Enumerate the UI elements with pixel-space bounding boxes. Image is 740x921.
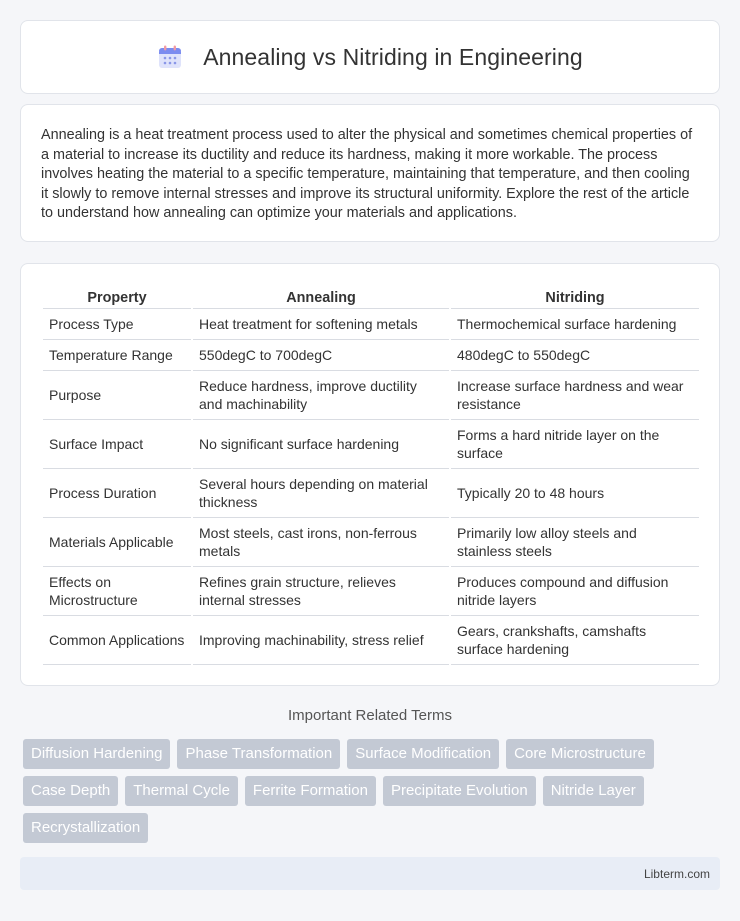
table-row xyxy=(43,371,699,420)
term-tag[interactable]: Nitride Layer xyxy=(543,776,644,806)
header-card xyxy=(20,20,720,94)
intro-card xyxy=(20,104,720,242)
table-row xyxy=(43,340,699,371)
header-annealing: Annealing xyxy=(193,288,449,309)
header-nitriding: Nitriding xyxy=(451,288,699,309)
term-tag[interactable]: Phase Transformation xyxy=(177,739,340,769)
related-terms-title: Important Related Terms xyxy=(288,707,452,724)
footer-site-link[interactable]: Libterm.com xyxy=(643,866,710,881)
related-terms-list xyxy=(23,739,723,843)
row-annealing: Reduce hardness, improve ductility and machinability xyxy=(193,371,449,420)
row-annealing: Several hours depending on material thickness xyxy=(193,469,449,518)
header-property: Property xyxy=(43,288,191,309)
row-nitriding: Forms a hard nitride layer on the surface xyxy=(451,420,699,469)
comparison-table-card xyxy=(20,263,720,686)
row-property: Purpose xyxy=(43,371,191,420)
term-tag[interactable]: Thermal Cycle xyxy=(125,776,238,806)
table-header-row xyxy=(43,288,699,309)
row-annealing: 550degC to 700degC xyxy=(193,340,449,371)
row-property: Materials Applicable xyxy=(43,518,191,567)
row-annealing: Most steels, cast irons, non-ferrous metals xyxy=(193,518,449,567)
term-tag[interactable]: Precipitate Evolution xyxy=(383,776,536,806)
row-annealing: No significant surface hardening xyxy=(193,420,449,469)
table-row xyxy=(43,518,699,567)
footer xyxy=(20,857,720,890)
row-nitriding: Primarily low alloy steels and stainless steels xyxy=(451,518,699,567)
row-annealing: Refines grain structure, relieves internal stresses xyxy=(193,567,449,616)
row-property: Common Applications xyxy=(43,616,191,665)
row-annealing: Heat treatment for softening metals xyxy=(193,309,449,340)
row-property: Process Duration xyxy=(43,469,191,518)
term-tag[interactable]: Case Depth xyxy=(23,776,118,806)
row-annealing: Improving machinability, stress relief xyxy=(193,616,449,665)
row-nitriding: Typically 20 to 48 hours xyxy=(451,469,699,518)
row-nitriding: Produces compound and diffusion nitride layers xyxy=(451,567,699,616)
page-title: Annealing vs Nitriding in Engineering xyxy=(203,43,583,70)
row-nitriding: Gears, crankshafts, camshafts surface hardening xyxy=(451,616,699,665)
row-property: Surface Impact xyxy=(43,420,191,469)
intro-paragraph: Annealing is a heat treatment process used to alter the physical and sometimes chemical properties of a material to increase its ductility and reduce its hardness, making it more workable. The process involves heating the material to a specific temperature, maintaining that temperature, and then cooling it slowly to remove internal stresses and improve its structural uniformity. Explore the rest of the article to understand how annealing can optimize your materials and applications. xyxy=(41,127,693,222)
term-tag[interactable]: Ferrite Formation xyxy=(245,776,376,806)
table-row xyxy=(43,616,699,665)
table-row xyxy=(43,469,699,518)
title-wrap xyxy=(157,44,583,71)
term-tag[interactable]: Recrystallization xyxy=(23,813,148,843)
comparison-table xyxy=(41,288,701,665)
term-tag[interactable]: Diffusion Hardening xyxy=(23,739,170,769)
row-nitriding: 480degC to 550degC xyxy=(451,340,699,371)
term-tag[interactable]: Core Microstructure xyxy=(506,739,654,769)
term-tag[interactable]: Surface Modification xyxy=(347,739,499,769)
row-property: Effects on Microstructure xyxy=(43,567,191,616)
row-property: Process Type xyxy=(43,309,191,340)
table-row xyxy=(43,420,699,469)
table-row xyxy=(43,309,699,340)
row-nitriding: Thermochemical surface hardening xyxy=(451,309,699,340)
row-property: Temperature Range xyxy=(43,340,191,371)
row-nitriding: Increase surface hardness and wear resistance xyxy=(451,371,699,420)
table-row xyxy=(43,567,699,616)
calendar-icon xyxy=(157,44,183,70)
